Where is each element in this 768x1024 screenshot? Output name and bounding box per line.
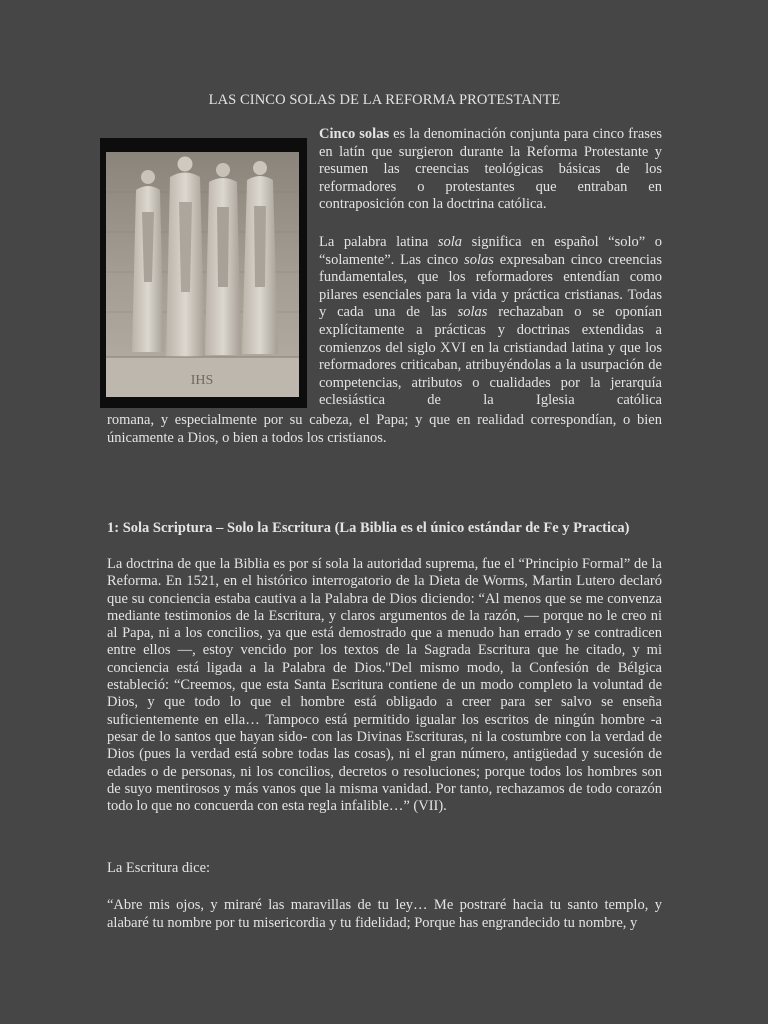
scripture-quote: “Abre mis ojos, y miraré las maravillas de tu ley… Me postraré hacia tu santo templo, y alabaré tu nombre por tu misericordia y tu fidelidad; Porque has engrandecido tu nombre, y [107,897,662,931]
section-heading: 1: Sola Scriptura – Solo la Escritura (La Biblia es el único estándar de Fe y Practica) [107,520,630,536]
document-title: LAS CINCO SOLAS DE LA REFORMA PROTESTANTE [208,92,561,108]
intro-paragraph-2 [319,234,662,410]
section-body: La doctrina de que la Biblia es por sí sola la autoridad suprema, fue el “Principio Formal” de la Reforma. En 1521, en el histórico interrogatorio de la Dieta de Worms, Martin Lutero declaró que su conciencia estaba cautiva a la Palabra de Dios diciendo: “Al menos que se me convenza mediante testimonios de la Escritura, y claros argumentos de la razón, — porque no le creo ni al Papa, ni a los concilios, ya que está demostrado que a menudo han errado y se contradicen entre ellos —, estoy vencido por los textos de la Sagrada Escritura que he citado, y mi conciencia está ligada a la Palabra de Dios."Del mismo modo, la Confesión de Bélgica estableció: “Creemos, que esta Santa Escritura contiene de un modo completo la voluntad de Dios, y que todo lo que el hombre está obligado a creer para ser salvo se enseña suficientemente en ella… Tampoco está permitido igualar los escritos de ningún hombre -a pesar de lo santos que hayan sido- con las Divinas Escrituras, ni la costumbre con la verdad de Dios (pues la verdad está sobre todas las cosas), ni el gran número, antigüedad y sucesión de edades o de personas, ni los concilios, decretos o resoluciones; porque todos los hombres son de suyo mentirosos y más vanos que la misma vanidad. Por tanto, rechazamos de todo corazón todo lo que no concuerda con esta regla infalible…” (VII). [107,556,662,815]
intro-text: significa en español “solo” o “solamente”. Las cinco [319,234,662,268]
scripture-intro: La Escritura dice: [107,860,211,876]
intro-italic: solas [457,304,488,321]
intro-italic: sola [437,234,463,250]
intro-term: Cinco solas [319,126,390,142]
intro-text: es la denominación conjunta para cinco frases en latín que surgieron durante la Reforma Protestante y resumen las creencias teológicas básicas de los reformadores o protestantes que entraban en contraposición con la doctrina católica. [319,126,662,213]
statues-illustration-icon [106,152,299,397]
intro-text: La palabra latina [319,234,438,250]
engraving-text: IHS [190,373,214,388]
intro-italic: solas [464,251,494,268]
intro-text: rechazaban o se oponían explícitamente a prácticas y doctrinas extendidas a comienzos del siglo XVI en la cristiandad latina y que los reformadores criticaban, atribuyéndolas a la usurpación de competencias, atributos o cualidades por la jerarquía eclesiástica de la Iglesia católica [319,304,662,409]
intro-paragraph-2-continued: romana, y especialmente por su cabeza, el Papa; y que en realidad correspondían, o bien únicamente a Dios, o bien a todos los cristianos. [107,412,662,446]
reformation-wall-photo [100,138,307,408]
intro-paragraph-1 [319,126,662,214]
intro-text: expresaban cinco creencias fundamentales, que los reformadores entendían como pilares esenciales para la vida y práctica cristianas. Todas y cada una de las [319,251,662,321]
